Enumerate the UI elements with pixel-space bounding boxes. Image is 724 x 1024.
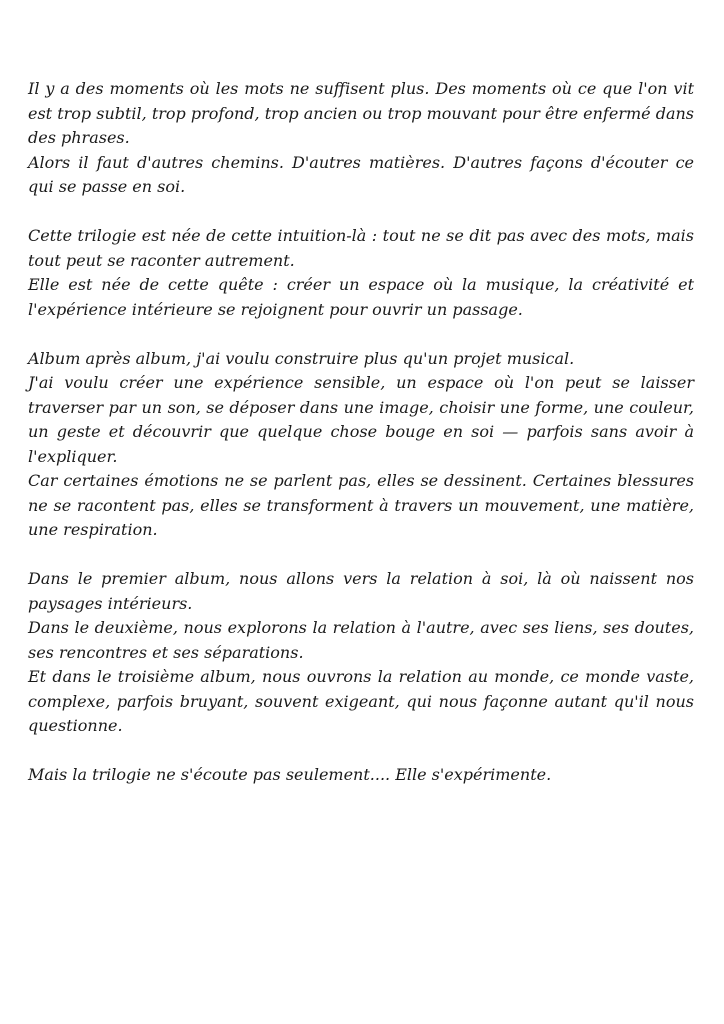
paragraph-group-2	[28, 224, 694, 322]
paragraph-group-3	[28, 347, 694, 543]
body-text	[28, 77, 694, 788]
paragraph: Album après album, j'ai voulu construire plus qu'un projet musical.	[28, 348, 575, 368]
paragraph: Il y a des moments où les mots ne suffisent plus. Des moments où ce que l'on vit est trop subtil, trop profond, trop ancien ou trop mouvant pour être enfermé dans des phrases.	[28, 79, 694, 147]
paragraph: Dans le deuxième, nous explorons la relation à l'autre, avec ses liens, ses doutes, ses rencontres et ses séparations.	[28, 618, 694, 662]
paragraph-group-5	[28, 763, 694, 788]
paragraph: Elle est née de cette quête : créer un espace où la musique, la créativité et l'expérience intérieure se rejoignent pour ouvrir un passage.	[28, 275, 694, 319]
paragraph: Et dans le troisième album, nous ouvrons la relation au monde, ce monde vaste, complexe, parfois bruyant, souvent exigeant, qui nous façonne autant qu'il nous questionne.	[28, 667, 694, 735]
paragraph-group-1	[28, 77, 694, 200]
paragraph-group-4	[28, 567, 694, 739]
paragraph: J'ai voulu créer une expérience sensible, un espace où l'on peut se laisser traverser par un son, se déposer dans une image, choisir une forme, une couleur, un geste et découvrir que quelque chose bouge en soi — parfois sans avoir à l'expliquer.	[28, 373, 694, 466]
paragraph: Dans le premier album, nous allons vers la relation à soi, là où naissent nos paysages intérieurs.	[28, 569, 694, 613]
paragraph: Mais la trilogie ne s'écoute pas seulement.... Elle s'expérimente.	[28, 765, 552, 784]
paragraph: Alors il faut d'autres chemins. D'autres matières. D'autres façons d'écouter ce qui se passe en soi.	[28, 152, 694, 196]
paragraph: Car certaines émotions ne se parlent pas, elles se dessinent. Certaines blessures ne se racontent pas, elles se transforment à travers un mouvement, une matière, une respiration.	[28, 471, 694, 539]
paragraph: Cette trilogie est née de cette intuition-là : tout ne se dit pas avec des mots, mais tout peut se raconter autrement.	[28, 226, 694, 270]
